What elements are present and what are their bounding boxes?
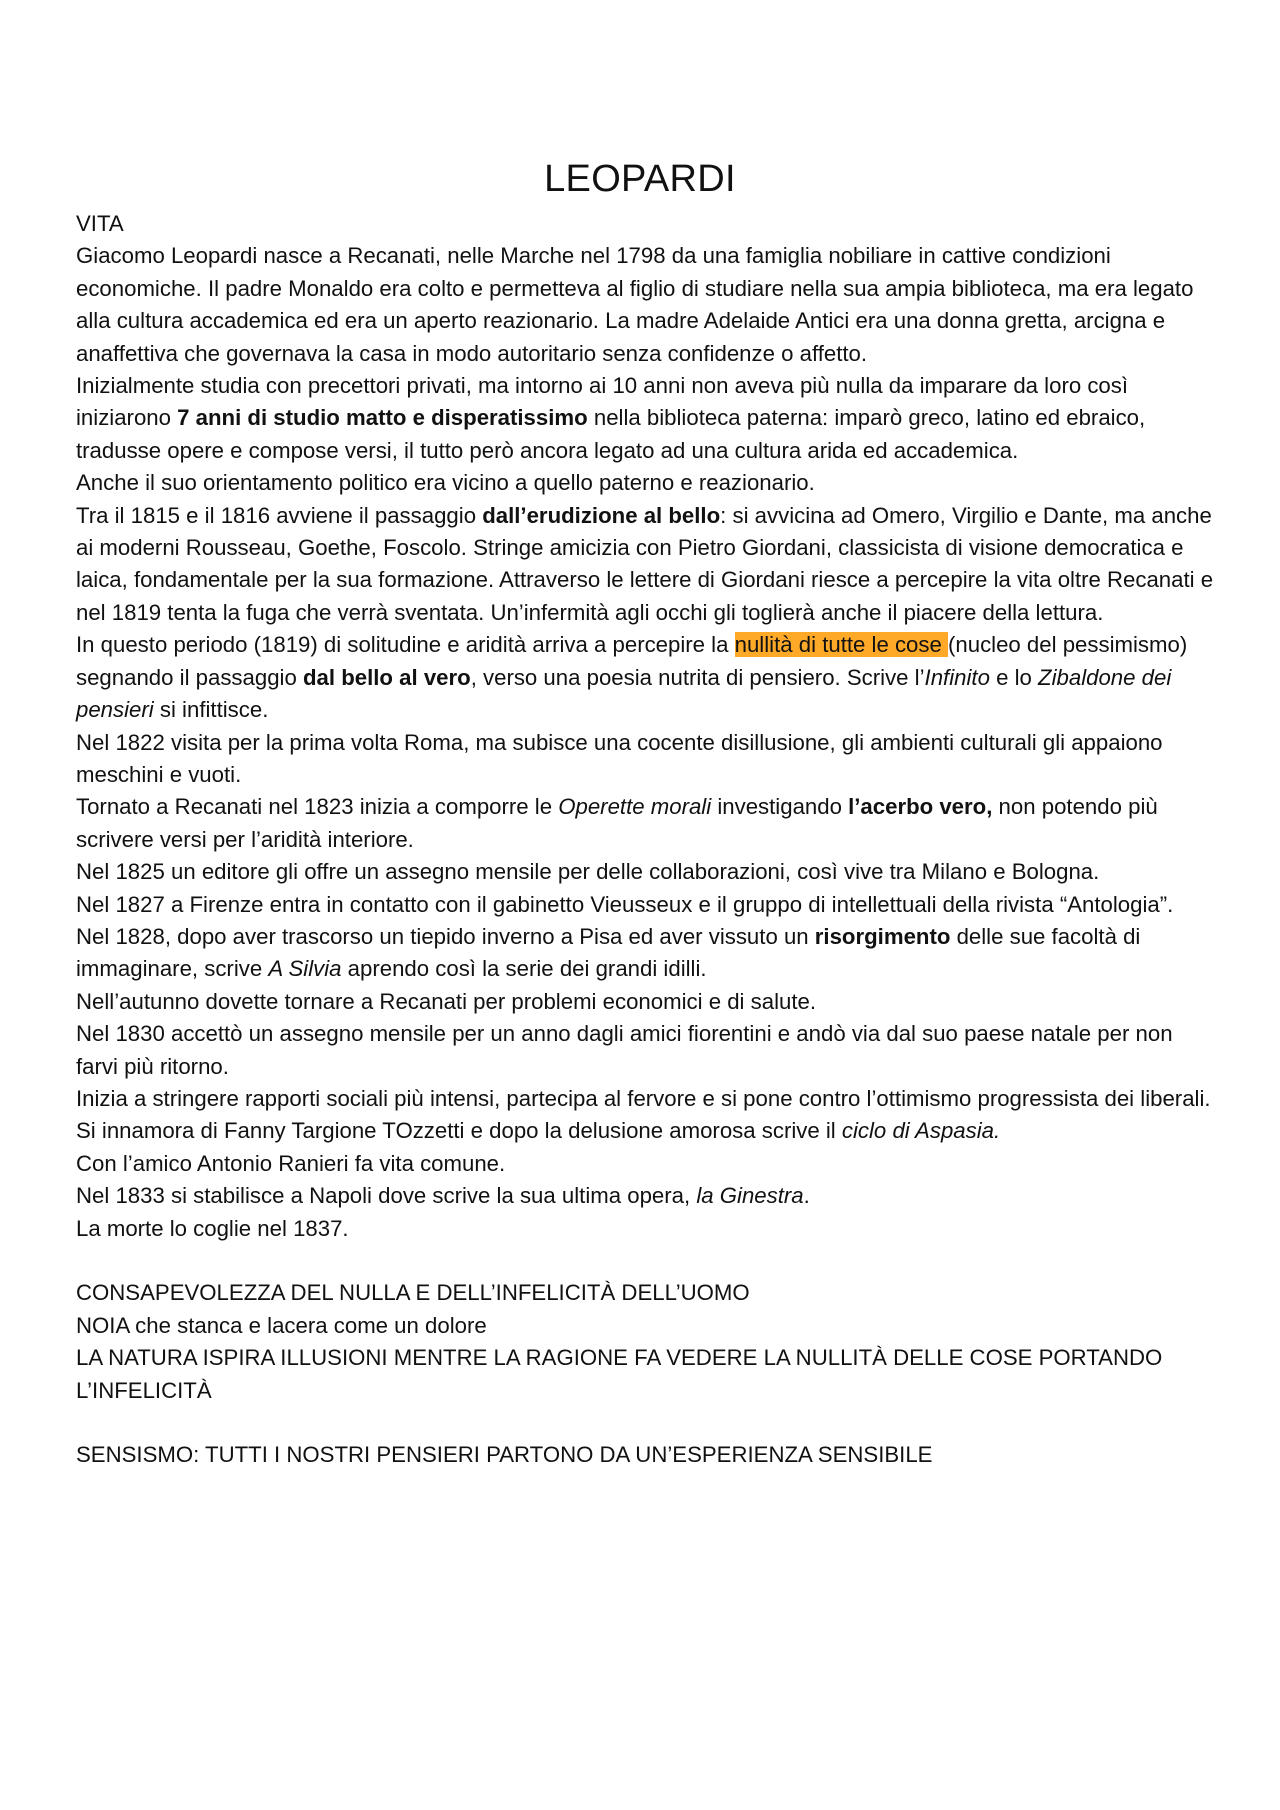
paragraph-1827: Nel 1827 a Firenze entra in contatto con il gabinetto Vieusseux e il gruppo di intellettuali della rivista “Antologia”.: [76, 891, 1174, 917]
paragraph-social: [76, 1083, 1216, 1148]
text-run: non potendo più scrivere versi per l’aridità interiore.: [76, 794, 1158, 852]
summary-line-sensism: SENSISMO: TUTTI I NOSTRI PENSIERI PARTONO DA UN’ESPERIENZA SENSIBILE: [76, 1442, 933, 1468]
text-run: aprendo così la serie dei grandi idilli.: [341, 956, 707, 982]
text-run: Inizialmente studia con precettori privati, ma intorno ai 10 anni non aveva più nulla da imparare da loro così iniziarono: [76, 373, 1129, 431]
blank-line: [76, 1407, 1216, 1439]
text-run: Nel 1828, dopo aver trascorso un tiepido inverno a Pisa ed aver vissuto un: [76, 923, 815, 949]
paragraph-naples: [76, 1180, 1216, 1212]
bold-phrase: dall’erudizione al bello: [482, 502, 721, 528]
text-run: (nucleo del pessimismo) segnando il passaggio: [76, 632, 1188, 690]
paragraph-1830: Nel 1830 accettò un assegno mensile per un anno dagli amici fiorentini e andò via dal suo paese natale per non farvi più ritorno.: [76, 1021, 1173, 1079]
italic-title: A Silvia: [268, 956, 342, 982]
italic-title: Infinito: [924, 664, 990, 690]
section-heading-vita: VITA: [76, 211, 124, 236]
italic-title: la Ginestra: [696, 1183, 804, 1209]
bold-phrase: l’acerbo vero,: [848, 794, 993, 820]
text-run: In questo periodo (1819) di solitudine e aridità arriva a percepire la: [76, 632, 735, 658]
text-run: Tornato a Recanati nel 1823 inizia a comporre le: [76, 794, 559, 820]
paragraph-1825: Nel 1825 un editore gli offre un assegno mensile per delle collaborazioni, così vive tra Milano e Bologna.: [76, 859, 1100, 885]
paragraph-1828: [76, 921, 1216, 986]
text-run: investigando: [711, 794, 849, 820]
italic-title: Zibaldone dei pensieri: [76, 664, 1172, 723]
highlighted-phrase: nullità di tutte le cose: [734, 632, 948, 658]
text-run: Tra il 1815 e il 1816 avviene il passaggio: [76, 502, 483, 528]
text-run: nella biblioteca paterna: imparò greco, latino ed ebraico, tradusse opere e compose versi, il tutto però ancora legato ad una cultura arida ed accademica.: [76, 405, 1146, 463]
bold-phrase: 7 anni di studio matto e disperatissimo: [177, 405, 588, 431]
paragraph-ranieri: Con l’amico Antonio Ranieri fa vita comune.: [76, 1150, 506, 1176]
paragraph-autumn: Nell’autunno dovette tornare a Recanati per problemi economici e di salute.: [76, 988, 817, 1014]
text-run: Nel 1833 si stabilisce a Napoli dove scrive la sua ultima opera,: [76, 1183, 697, 1209]
paragraph-death: La morte lo coglie nel 1837.: [76, 1215, 349, 1241]
blank-line: [76, 1245, 1216, 1277]
summary-line-boredom: NOIA che stanca e lacera come un dolore: [76, 1312, 487, 1338]
summary-line-nothingness: CONSAPEVOLEZZA DEL NULLA E DELL’INFELICITÀ DELL’UOMO: [76, 1280, 750, 1306]
italic-title: Operette morali: [558, 794, 712, 820]
italic-title: ciclo di Aspasia.: [841, 1118, 1001, 1144]
text-run: si infittisce.: [153, 697, 269, 723]
text-run: Giacomo Leopardi nasce a Recanati, nelle Marche nel 1798 da una famiglia nobiliare in cattive condizioni economiche. Il padre Monaldo era colto e permetteva al figlio di studiare nella sua ampia biblioteca, ma era legato alla cultura accademica ed era un aperto reazionario. La madre Adelaide Antici era una donna gretta, arcigna e anaffettiva che governava la casa in modo autoritario senza confidenze o affetto.: [76, 243, 1194, 366]
text-run: : si avvicina ad Omero, Virgilio e Dante, ma anche ai moderni Rousseau, Goethe, Foscolo. Stringe amicizia con Pietro Giordani, classicista di visione democratica e laica, fondamentale per la sua formazione. Attraverso le lettere di Giordani riesce a percepire la vita oltre Recanati e nel 1819 tenta la fuga che verrà sventata. Un’infermità agli occhi gli toglierà anche il piacere della lettura.: [76, 502, 1214, 625]
text-run: delle sue facoltà di immaginare, scrive: [76, 923, 1141, 982]
bold-phrase: dal bello al vero: [302, 664, 471, 690]
summary-line-nature-reason: LA NATURA ISPIRA ILLUSIONI MENTRE LA RAGIONE FA VEDERE LA NULLITÀ DELLE COSE PORTANDO L’INFELICITÀ: [76, 1345, 1163, 1403]
paragraph-family: [76, 240, 1216, 370]
text-run: , verso una poesia nutrita di pensiero. Scrive l’: [470, 664, 925, 690]
paragraph-politics: Anche il suo orientamento politico era vicino a quello paterno e reazionario.: [76, 470, 815, 496]
page-title: LEOPARDI: [544, 158, 736, 200]
paragraph-early-studies: [76, 370, 1216, 467]
paragraph-rome: Nel 1822 visita per la prima volta Roma, ma subisce una cocente disillusione, gli ambienti culturali gli appaiono meschini e vuoti.: [76, 729, 1163, 787]
text-run: .: [803, 1183, 810, 1209]
paragraph-operette: [76, 791, 1216, 856]
paragraph-erudition-to-beauty: [76, 500, 1216, 630]
paragraph-pessimism: [76, 629, 1216, 726]
text-run: Inizia a stringere rapporti sociali più intensi, partecipa al fervore e si pone contro l’ottimismo progressista dei liberali. Si innamora di Fanny Targione TOzzetti e dopo la delusione amorosa scrive il: [76, 1085, 1211, 1144]
text-run: e lo: [989, 664, 1039, 690]
document-body: [76, 208, 1216, 1472]
bold-phrase: risorgimento: [814, 923, 951, 949]
